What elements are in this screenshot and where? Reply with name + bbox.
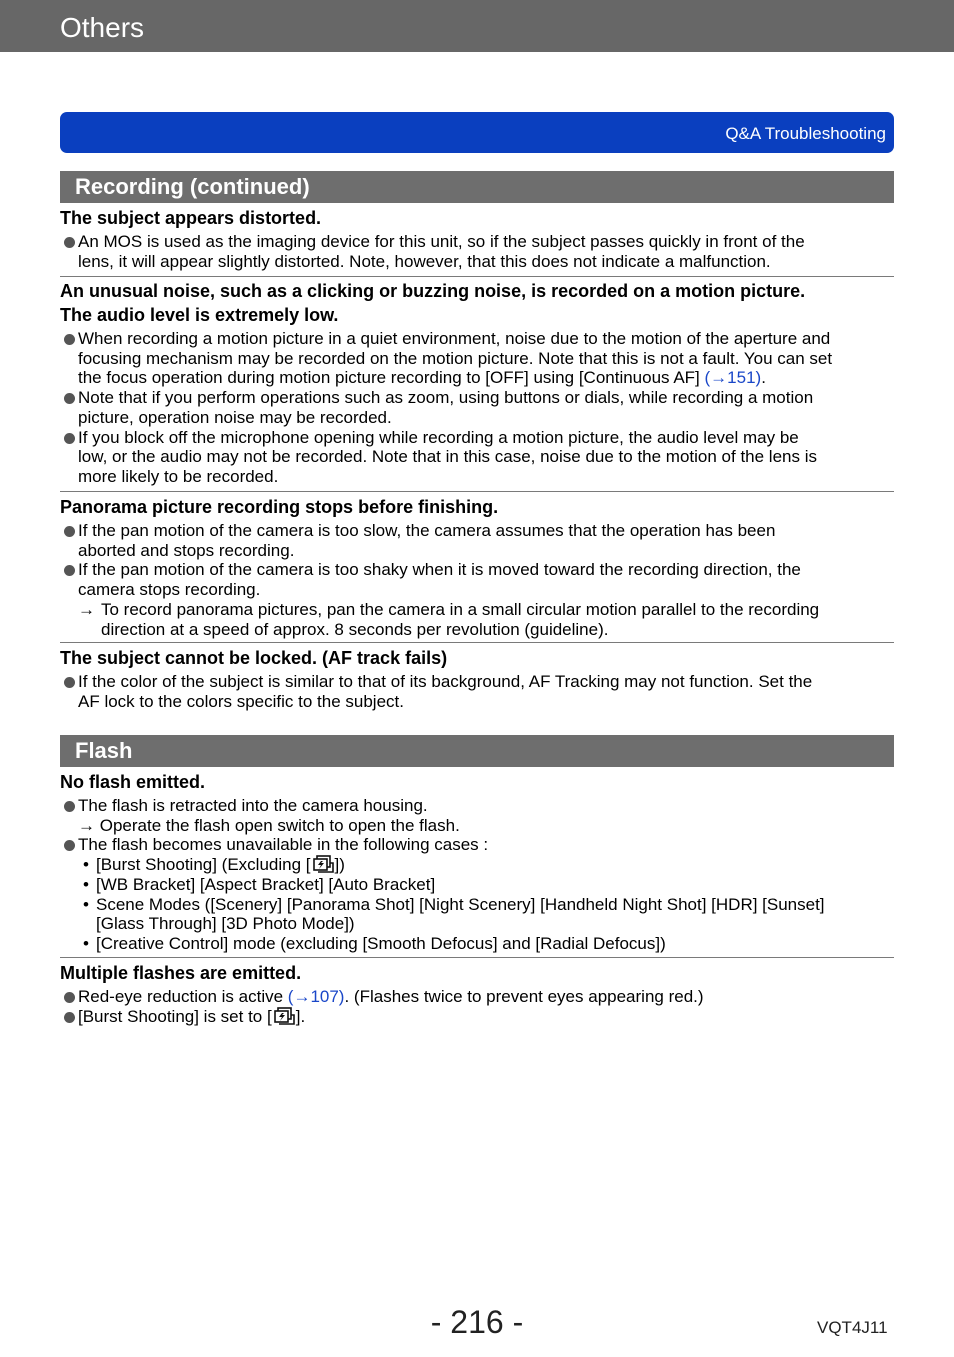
text-fragment: ]) xyxy=(334,855,345,875)
text-fragment: [Creative Control] mode (excluding [Smooth Defocus] and [Radial Defocus]) xyxy=(96,933,666,953)
section-header-recording xyxy=(60,171,894,203)
text-fragment: [WB Bracket] [Aspect Bracket] [Auto Bracket] xyxy=(96,874,436,894)
section-title: Flash xyxy=(75,738,133,763)
text-fragment: [Burst Shooting] (Excluding [ xyxy=(96,855,311,875)
bullet-dot: • xyxy=(83,874,89,894)
bullet-item xyxy=(60,1007,894,1027)
bullet-dot: • xyxy=(83,933,89,953)
bullet-item xyxy=(60,987,894,1007)
text-line: If you block off the microphone opening while recording a motion picture, the audio level may be xyxy=(78,427,799,447)
sub-item xyxy=(60,875,894,895)
bullet-item xyxy=(60,560,894,599)
section-header-flash xyxy=(60,735,894,767)
text-line: To record panorama pictures, pan the camera in a small circular motion parallel to the recording xyxy=(101,599,820,619)
qa-item-no-flash xyxy=(60,772,894,954)
header-bar xyxy=(0,0,954,52)
text-line: picture, operation noise may be recorded. xyxy=(78,407,392,427)
breadcrumb: Q&A Troubleshooting xyxy=(725,124,886,143)
bullet-item xyxy=(60,388,894,427)
sub-item xyxy=(60,934,894,954)
document-code: VQT4J11 xyxy=(817,1318,888,1337)
question: The subject appears distorted. xyxy=(60,208,322,228)
arrow-note xyxy=(60,600,894,639)
arrow-note: → Operate the flash open switch to open the flash. xyxy=(78,815,460,835)
text-fragment: . xyxy=(761,368,766,388)
text-line: Note that if you perform operations such as zoom, using buttons or dials, while recording a motion xyxy=(78,388,814,408)
text-fragment: . (Flashes twice to prevent eyes appearing red.) xyxy=(344,987,704,1006)
sub-item xyxy=(60,895,894,934)
page-link-151[interactable]: (→151) xyxy=(704,368,762,388)
bullet-item xyxy=(60,329,894,388)
text-line: Scene Modes ([Scenery] [Panorama Shot] [Night Scenery] [Handheld Night Shot] [HDR] [Sunset] xyxy=(96,894,825,914)
bullet-item xyxy=(60,672,894,711)
text-line: If the pan motion of the camera is too shaky when it is moved toward the recording direction, the xyxy=(78,560,801,580)
text-fragment: the focus operation during motion picture recording to [OFF] using [Continuous AF] xyxy=(78,368,705,388)
text-line: If the pan motion of the camera is too slow, the camera assumes that the operation has been xyxy=(78,521,776,540)
text-line: AF lock to the colors specific to the subject. xyxy=(78,691,404,711)
page-link-107[interactable]: (→107) xyxy=(287,987,345,1006)
text-fragment: [Burst Shooting] is set to [ xyxy=(78,1006,272,1026)
text-line: more likely to be recorded. xyxy=(78,466,279,486)
chapter-title: Others xyxy=(60,12,145,43)
sub-item xyxy=(60,855,894,875)
text-line: aborted and stops recording. xyxy=(78,540,295,560)
section-title: Recording (continued) xyxy=(75,174,310,199)
divider xyxy=(60,642,894,643)
text-line: camera stops recording. xyxy=(78,580,261,600)
text-line: direction at a speed of approx. 8 seconds per revolution (guideline). xyxy=(101,619,609,639)
question: The audio level is extremely low. xyxy=(60,305,339,325)
text-fragment: ]. xyxy=(295,1006,306,1026)
text-line: lens, it will appear slightly distorted. Note, however, that this does not indicate a malfunction. xyxy=(78,251,771,271)
bullet-item: The flash is retracted into the camera housing. xyxy=(60,796,894,816)
text-line: If the color of the subject is similar to that of its background, AF Tracking may not function. Set the xyxy=(78,672,813,691)
bullet-item xyxy=(60,428,894,487)
divider xyxy=(60,276,894,277)
page-number: - 216 - xyxy=(430,1304,524,1340)
bullet-dot: • xyxy=(83,855,89,875)
question: Multiple flashes are emitted. xyxy=(60,963,302,983)
text-line: [Glass Through] [3D Photo Mode]) xyxy=(96,914,355,934)
burst-shooting-flash-icon xyxy=(273,1007,295,1025)
question: An unusual noise, such as a clicking or buzzing noise, is recorded on a motion picture. xyxy=(60,281,806,301)
divider xyxy=(60,491,894,492)
question: Panorama picture recording stops before finishing. xyxy=(60,497,499,517)
qa-item-noise xyxy=(60,281,894,487)
qa-item-panorama xyxy=(60,497,894,639)
bullet-item xyxy=(60,232,894,271)
qa-item-distorted xyxy=(60,208,894,271)
text-line: focusing mechanism may be recorded on the motion picture. Note that this is not a fault. You can set xyxy=(78,348,833,368)
text-fragment: Red-eye reduction is active xyxy=(78,987,288,1006)
question: No flash emitted. xyxy=(60,772,206,792)
arrow-icon: → xyxy=(78,599,95,619)
bullet-dot: • xyxy=(83,894,89,914)
question: The subject cannot be locked. (AF track fails) xyxy=(60,648,448,668)
qa-item-af-track xyxy=(60,648,894,711)
burst-shooting-flash-icon xyxy=(312,855,334,873)
bullet-item: The flash becomes unavailable in the following cases : xyxy=(60,835,894,855)
breadcrumb-bar xyxy=(60,112,894,153)
bullet-item xyxy=(60,521,894,560)
qa-item-multiple-flashes xyxy=(60,963,894,1026)
divider xyxy=(60,957,894,958)
text-line: An MOS is used as the imaging device for this unit, so if the subject passes quickly in front of the xyxy=(78,232,805,251)
text-line xyxy=(78,368,894,388)
text-line: When recording a motion picture in a quiet environment, noise due to the motion of the aperture and xyxy=(78,329,831,348)
text-line: low, or the audio may not be recorded. Note that in this case, noise due to the motion of the lens is xyxy=(78,447,817,467)
